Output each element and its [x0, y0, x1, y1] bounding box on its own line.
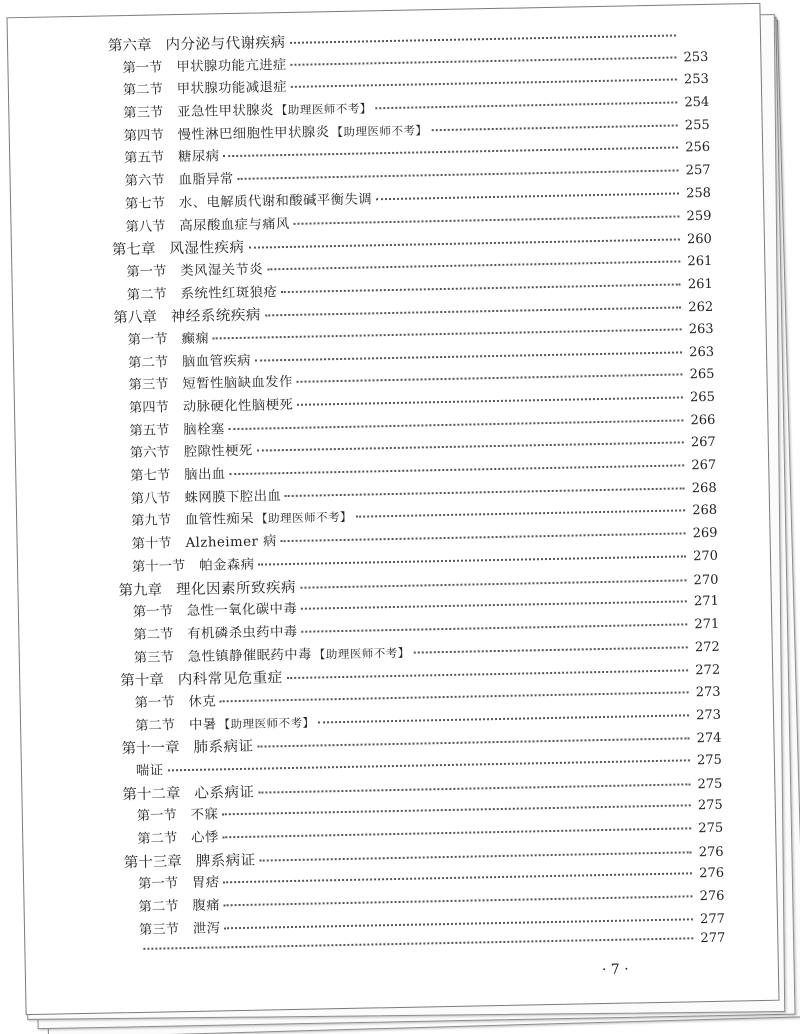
toc-page-number: 266 — [690, 412, 716, 428]
toc-entry-label: 第一节 — [138, 876, 179, 893]
toc-entry-note: 【助理医师不考】 — [255, 510, 353, 527]
dot-leader — [224, 895, 692, 906]
dot-leader — [281, 283, 680, 293]
toc-entry-title: Alzheimer 病 — [185, 534, 278, 552]
dot-leader — [297, 396, 683, 405]
dot-leader — [290, 34, 676, 43]
dot-leader — [297, 374, 683, 383]
toc-entry-label: 第四节 — [128, 400, 170, 417]
dot-leader — [376, 192, 679, 200]
toc-entry-label: 第五节 — [129, 422, 170, 439]
toc-entry-title: 理化因素所致疾病 — [175, 579, 297, 598]
toc-entry-title: 心系病证 — [194, 784, 255, 802]
toc-entry-title: 神经系统疾病 — [170, 307, 261, 326]
toc-page-number: 253 — [683, 49, 709, 66]
toc-entry-label: 第十三章 — [123, 853, 182, 871]
dot-leader — [294, 215, 680, 224]
toc-page-number: 256 — [685, 140, 711, 156]
dot-leader — [281, 533, 686, 543]
toc-entry-title: 内分泌与代谢疾病 — [165, 34, 286, 54]
toc-entry-title: 风湿性疾病 — [169, 239, 245, 258]
toc-entry-note: 【助理医师不考】 — [313, 645, 410, 662]
toc-page-number — [680, 39, 708, 40]
dot-leader — [257, 442, 684, 452]
toc-entry-title: 短暂性脑缺血发作 — [182, 375, 293, 393]
toc-entry-title: 急性镇静催眠药中毒 — [187, 647, 312, 665]
toc-entry-title: 帕金森病 — [199, 557, 255, 574]
toc-entry-title: 休克 — [188, 694, 217, 710]
dot-leader — [414, 646, 688, 653]
toc-entry-label: 第一节 — [134, 695, 175, 711]
toc-page-number: 271 — [693, 593, 719, 610]
toc-entry-label: 第十一节 — [131, 558, 186, 575]
toc-page-number: 275 — [697, 798, 723, 814]
table-of-contents-page — [6, 3, 779, 1015]
toc-entry-label: 第三节 — [123, 105, 164, 122]
toc-page-number: 265 — [689, 367, 715, 383]
toc-entry-title: 系统性红斑狼疮 — [180, 284, 278, 302]
toc-entry-label: 第七节 — [130, 468, 171, 485]
toc-page-number: 275 — [696, 752, 723, 769]
toc-entry-label: 第一节 — [136, 808, 177, 825]
toc-entry-label: 第一节 — [132, 604, 173, 621]
dot-leader — [267, 260, 680, 270]
toc-entry-label: 第一节 — [122, 60, 163, 76]
toc-entry-title: 甲状腺功能亢进症 — [176, 57, 287, 75]
dot-leader — [255, 351, 682, 361]
dot-leader — [258, 555, 686, 565]
toc-page-number: 273 — [695, 684, 721, 701]
toc-entry-title: 甲状腺功能减退症 — [176, 80, 288, 98]
toc-page-number: 277 — [699, 911, 726, 927]
toc-page-number: 254 — [684, 94, 710, 111]
toc-entry-title: 脑出血 — [184, 467, 226, 484]
dot-leader — [258, 738, 690, 748]
toc-entry-label: 第十二章 — [122, 785, 181, 803]
dot-leader — [376, 102, 678, 110]
toc-entry-title: 亚急性甲状腺炎 — [177, 103, 274, 121]
toc-list — [108, 23, 726, 965]
dot-leader — [230, 464, 685, 475]
toc-page-number: 265 — [689, 389, 716, 406]
toc-entry-label: 第二节 — [138, 899, 179, 916]
toc-entry-label: 第三节 — [128, 377, 169, 394]
toc-page-number: 273 — [696, 707, 722, 723]
toc-entry-title: 内科常见危重症 — [177, 670, 283, 689]
toc-entry-title: 糖尿病 — [177, 149, 220, 166]
dot-leader — [224, 873, 692, 884]
toc-entry-label: 第十一章 — [121, 740, 180, 758]
dot-leader — [265, 307, 681, 317]
dot-leader — [285, 487, 684, 497]
dot-leader — [291, 79, 677, 88]
dot-leader — [229, 419, 684, 430]
toc-entry-label: 第八章 — [113, 309, 157, 327]
dot-leader — [223, 827, 691, 838]
dot-leader — [302, 623, 688, 632]
toc-entry-label: 第三节 — [138, 922, 180, 938]
dot-leader — [238, 170, 679, 180]
toc-entry-label: 第八节 — [125, 218, 166, 235]
toc-entry-label: 第一节 — [127, 332, 168, 348]
toc-entry-note: 【助理医师不考】 — [218, 715, 315, 732]
toc-entry-label: 第九节 — [131, 513, 172, 530]
toc-entry-title: 高尿酸血症与痛风 — [179, 216, 290, 234]
toc-entry-title: 动脉硬化性脑梗死 — [182, 397, 294, 416]
toc-entry-label: 第七章 — [111, 241, 156, 259]
toc-page-number: 269 — [692, 525, 718, 542]
toc-entry-title: 胃痞 — [191, 875, 220, 892]
toc-entry-label: 第二节 — [126, 286, 167, 303]
toc-page-number: 271 — [694, 616, 720, 633]
toc-entry-title: 肺系病证 — [193, 739, 254, 757]
toc-entry-label: 第十节 — [131, 536, 172, 553]
toc-entry-title: 脑血管疾病 — [181, 353, 252, 370]
dot-leader — [220, 691, 688, 702]
dot-leader — [223, 147, 678, 158]
toc-page-number: 277 — [700, 930, 726, 946]
dot-leader — [213, 328, 681, 339]
toc-page-number: 276 — [698, 844, 724, 860]
toc-entry-note: 【助理医师不考】 — [275, 101, 372, 118]
toc-entry-title: 慢性淋巴细胞性甲状腺炎 — [177, 124, 330, 143]
toc-entry-label: 第二节 — [128, 354, 169, 371]
dot-leader — [356, 510, 685, 518]
toc-entry-title: 类风湿关节炎 — [180, 262, 264, 279]
toc-entry-title: 脑栓塞 — [183, 421, 225, 438]
toc-page-number: 263 — [688, 321, 714, 338]
toc-page-number: 257 — [685, 162, 711, 179]
dot-leader — [168, 759, 690, 771]
toc-entry-label: 第二节 — [122, 82, 163, 99]
dot-leader — [287, 670, 688, 680]
dot-leader — [224, 918, 692, 929]
toc-entry-title: 有机磷杀虫药中毒 — [187, 624, 298, 642]
toc-page-number: 268 — [692, 503, 718, 519]
toc-page-number: 253 — [683, 72, 709, 88]
toc-page-number: 270 — [693, 572, 719, 588]
toc-entry-label: 第十章 — [120, 672, 164, 690]
toc-page-number: 276 — [699, 888, 725, 905]
dot-leader — [260, 851, 692, 861]
toc-page-number: 258 — [686, 185, 712, 202]
toc-entry-title: 泄泻 — [192, 921, 221, 937]
toc-entry-title: 蛛网膜下腔出血 — [184, 488, 282, 506]
toc-page-number: 276 — [699, 866, 725, 882]
toc-entry-title: 血脂异常 — [178, 172, 234, 189]
toc-entry-title: 脾系病证 — [195, 852, 256, 870]
toc-page-number: 255 — [684, 117, 710, 134]
toc-entry-title: 喘证 — [135, 763, 164, 779]
toc-entry-title: 心悸 — [191, 830, 219, 846]
toc-entry-title: 中暑 — [188, 717, 217, 733]
toc-entry-label: 第六节 — [129, 445, 170, 462]
toc-page-number: 263 — [689, 344, 715, 360]
dot-leader — [222, 805, 690, 816]
toc-page-number: 272 — [694, 639, 720, 655]
toc-entry-label: 第六节 — [124, 173, 165, 190]
dot-leader — [258, 783, 690, 793]
dot-leader — [248, 239, 679, 249]
toc-page-number: 261 — [687, 253, 713, 270]
toc-page-number: 275 — [697, 776, 723, 792]
toc-entry-title: 癫痫 — [181, 331, 210, 347]
toc-entry-title: 腹痛 — [192, 898, 221, 915]
toc-page-number: 270 — [692, 548, 719, 565]
toc-entry-label: 第四节 — [123, 128, 164, 144]
toc-page-number: 274 — [696, 731, 722, 747]
toc-entry-label: 第七节 — [124, 196, 166, 212]
toc-entry-title: 腔隙性梗死 — [183, 444, 253, 461]
toc-entry-label: 第二节 — [133, 627, 174, 643]
dot-leader — [300, 579, 686, 588]
toc-page-number: 272 — [695, 663, 721, 679]
toc-page-number: 261 — [687, 276, 713, 292]
dot-leader — [291, 56, 677, 65]
toc-page-number: 259 — [686, 208, 712, 224]
toc-entry-title: 急性一氧化碳中毒 — [186, 602, 298, 620]
page-number: · 7 · — [601, 961, 629, 979]
toc-page-number: 267 — [691, 457, 717, 474]
toc-entry-label: 第二节 — [137, 831, 178, 848]
dot-leader — [301, 601, 687, 610]
toc-entry-label: 第八节 — [130, 491, 171, 507]
toc-entry-note: 【助理医师不考】 — [331, 123, 428, 139]
dot-leader — [319, 714, 689, 723]
toc-entry-title: 水、电解质代谢和酸碱平衡失调 — [178, 192, 373, 211]
toc-entry-label: 第九章 — [118, 581, 163, 599]
toc-entry-title: 不寐 — [190, 807, 219, 824]
toc-page-number: 268 — [691, 480, 717, 497]
toc-entry-label: 第二节 — [134, 717, 176, 734]
dot-leader — [431, 124, 677, 131]
toc-page-number: 260 — [686, 232, 713, 248]
toc-entry-label: 第一节 — [126, 264, 167, 280]
toc-page-number: 275 — [698, 820, 724, 837]
toc-entry-label: 第六章 — [107, 37, 152, 55]
toc-entry-title: 血管性痴呆 — [184, 512, 255, 529]
toc-page-number: 267 — [690, 435, 716, 451]
toc-entry-label: 第五节 — [124, 150, 165, 167]
toc-entry-label: 第三节 — [133, 649, 174, 666]
toc-page-number: 262 — [688, 300, 714, 316]
